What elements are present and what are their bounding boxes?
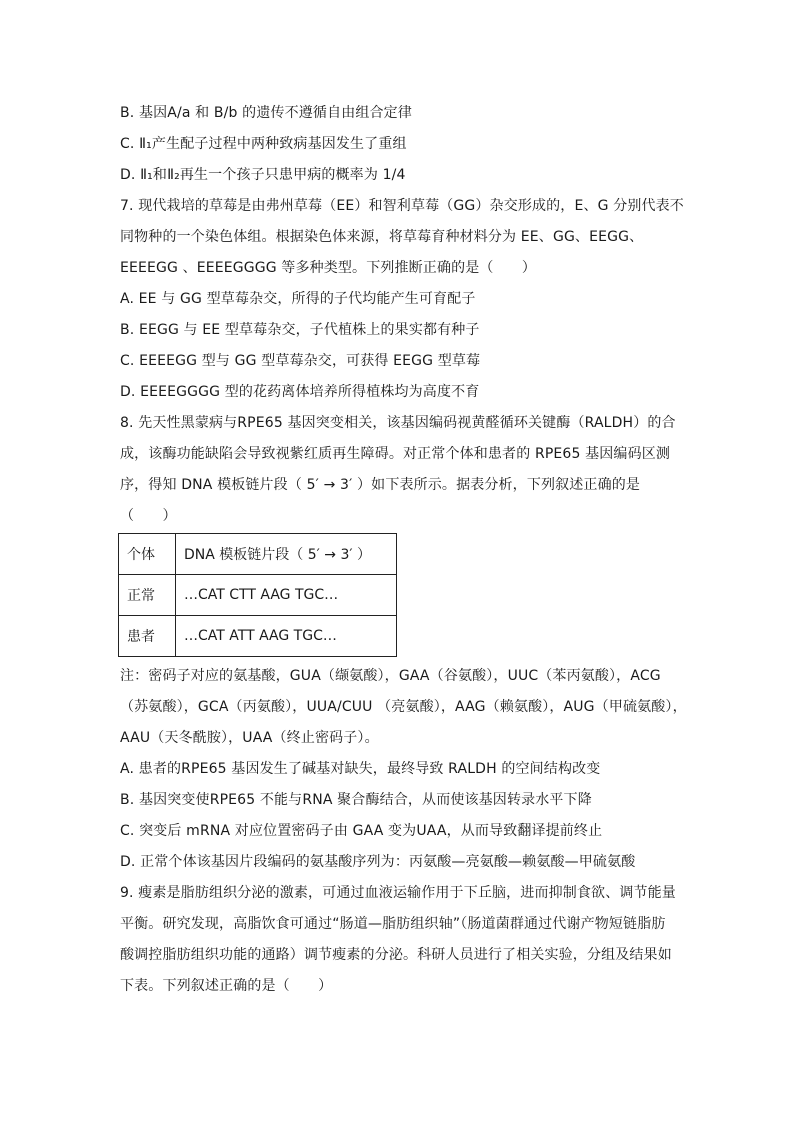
question-9-line-2: 平衡。研究发现，高脂饮食可通过“肠道—脂肪组织轴”（肠道菌群通过代谢产物短链脂肪 <box>120 916 666 932</box>
table-cell: 正常 <box>119 575 176 616</box>
question-8-line-2: 成，该酶功能缺陷会导致视紫红质再生障碍。对正常个体和患者的 RPE65 基因编码区测 <box>120 446 671 462</box>
question-7-line-2: 同物种的一个染色体组。根据染色体来源，将草莓育种材料分为 EE、GG、EEGG、 <box>120 229 644 245</box>
option-b-q6: B. 基因A/a 和 B/b 的遗传不遵循自由组合定律 <box>120 105 412 121</box>
question-9-line-1: 9. 瘦素是脂肪组织分泌的激素，可通过血液运输作用于下丘脑，进而抑制食欲、调节能量 <box>120 885 676 901</box>
question-8-line-4: （ ） <box>120 508 177 524</box>
question-7-line-1: 7. 现代栽培的草莓是由弗州草莓（EE）和智利草莓（GG）杂交形成的，E、G 分别代表不 <box>120 198 684 214</box>
option-d-q6: D. Ⅱ₁和Ⅱ₂再生一个孩子只患甲病的概率为 1/4 <box>120 167 406 183</box>
question-8-line-3: 序，得知 DNA 模板链片段（ 5′ → 3′ ）如下表所示。据表分析，下列叙述正确的是 <box>120 477 641 493</box>
table-cell: …CAT CTT AAG TGC… <box>176 575 397 616</box>
question-7-line-3: EEEEGG 、EEEEGGGG 等多种类型。下列推断正确的是（ ） <box>120 260 537 276</box>
note-line-2: （苏氨酸），GCA（丙氨酸），UUA/CUU （亮氨酸），AAG（赖氨酸），AUG（甲硫氨酸）， <box>120 699 687 715</box>
table-row <box>119 616 397 657</box>
option-d-q8: D. 正常个体该基因片段编码的氨基酸序列为：丙氨酸—亮氨酸—赖氨酸—甲硫氨酸 <box>120 854 636 870</box>
table-header-cell: 个体 <box>119 534 176 575</box>
option-c-q8: C. 突变后 mRNA 对应位置密码子由 GAA 变为UAA，从而导致翻译提前终止 <box>120 823 603 839</box>
option-c-q6: C. Ⅱ₁产生配子过程中两种致病基因发生了重组 <box>120 136 407 152</box>
table-cell: …CAT ATT AAG TGC… <box>176 616 397 657</box>
table-header-row <box>119 534 397 575</box>
option-d-q7: D. EEEEGGGG 型的花药离体培养所得植株均为高度不育 <box>120 384 480 400</box>
table-row <box>119 575 397 616</box>
option-b-q7: B. EEGG 与 EE 型草莓杂交，子代植株上的果实都有种子 <box>120 322 480 338</box>
option-b-q8: B. 基因突变使RPE65 不能与RNA 聚合酶结合，从而使该基因转录水平下降 <box>120 792 592 808</box>
option-a-q8: A. 患者的RPE65 基因发生了碱基对缺失，最终导致 RALDH 的空间结构改变 <box>120 761 601 777</box>
question-8-line-1: 8. 先天性黑蒙病与RPE65 基因突变相关，该基因编码视黄醛循环关键酶（RALDH）的合 <box>120 415 676 431</box>
question-9-line-4: 下表。下列叙述正确的是（ ） <box>120 978 333 994</box>
table-cell: 患者 <box>119 616 176 657</box>
dna-sequence-table <box>118 533 397 657</box>
note-line-1: 注：密码子对应的氨基酸，GUA（缬氨酸），GAA（谷氨酸），UUC（苯丙氨酸），ACG <box>120 668 661 684</box>
question-9-line-3: 酸调控脂肪组织功能的通路）调节瘦素的分泌。科研人员进行了相关实验，分组及结果如 <box>120 947 672 963</box>
note-line-3: AAU（天冬酰胺），UAA（终止密码子）。 <box>120 730 379 746</box>
option-c-q7: C. EEEEGG 型与 GG 型草莓杂交，可获得 EEGG 型草莓 <box>120 353 481 369</box>
table-header-cell: DNA 模板链片段（ 5′ → 3′ ） <box>176 534 397 575</box>
option-a-q7: A. EE 与 GG 型草莓杂交，所得的子代均能产生可育配子 <box>120 291 476 307</box>
